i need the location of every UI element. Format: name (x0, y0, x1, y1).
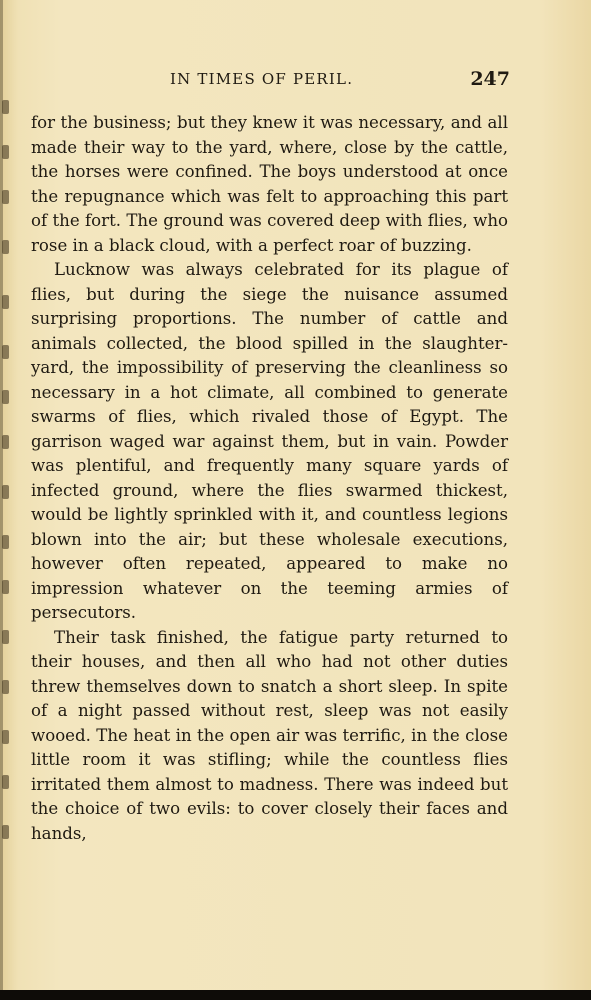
page-bottom-edge (0, 990, 591, 1000)
gutter-mark (2, 145, 9, 159)
gutter-mark (2, 680, 9, 694)
gutter-mark (2, 435, 9, 449)
gutter-mark (2, 240, 9, 254)
gutter-mark (2, 345, 9, 359)
gutter-mark (2, 825, 9, 839)
gutter-mark (2, 295, 9, 309)
gutter-mark (2, 580, 9, 594)
running-head: IN TIMES OF PERIL. (170, 70, 354, 88)
body-text (31, 111, 508, 846)
gutter-bleedthrough (0, 90, 14, 870)
gutter-mark (2, 775, 9, 789)
page-number: 247 (470, 68, 510, 90)
paragraph: for the business; but they knew it was necessary, and all made their way to the yard, where, close by the cattle, the horses were confined. The boys understood at once the repugnance which was felt to approaching this part of the fort. The ground was covered deep with flies, who rose in a black cloud, with a perfect roar of buzzing. (31, 113, 508, 255)
paragraph: Their task finished, the fatigue party returned to their houses, and then all who had not other duties threw themselves down to snatch a short sleep. In spite of a night passed without rest, sleep was not easily wooed. The heat in the open air was terrific, in the close little room it was stifling; while the countless flies irritated them almost to madness. There was indeed but the choice of two evils: to cover closely their faces and hands, (31, 627, 508, 843)
gutter-mark (2, 730, 9, 744)
gutter-mark (2, 630, 9, 644)
paragraph: Lucknow was always celebrated for its plague of flies, but during the siege the nuisance assumed surprising proportions. The number of cattle and animals collected, the blood spilled in the slaughter-yard, the impossibility of preserving the cleanliness so necessary in a hot climate, all combined to generate swarms of flies, which rivaled those of Egypt. The garrison waged war against them, but in vain. Powder was plentiful, and frequently many square yards of infected ground, where the flies swarmed thickest, would be lightly sprinkled with it, and countless legions blown into the air; but these wholesale executions, however often repeated, appeared to make no impression whatever on the teeming armies of persecutors. (31, 260, 508, 622)
gutter-mark (2, 485, 9, 499)
gutter-mark (2, 190, 9, 204)
gutter-mark (2, 535, 9, 549)
gutter-mark (2, 390, 9, 404)
gutter-mark (2, 100, 9, 114)
page-header (30, 70, 510, 94)
